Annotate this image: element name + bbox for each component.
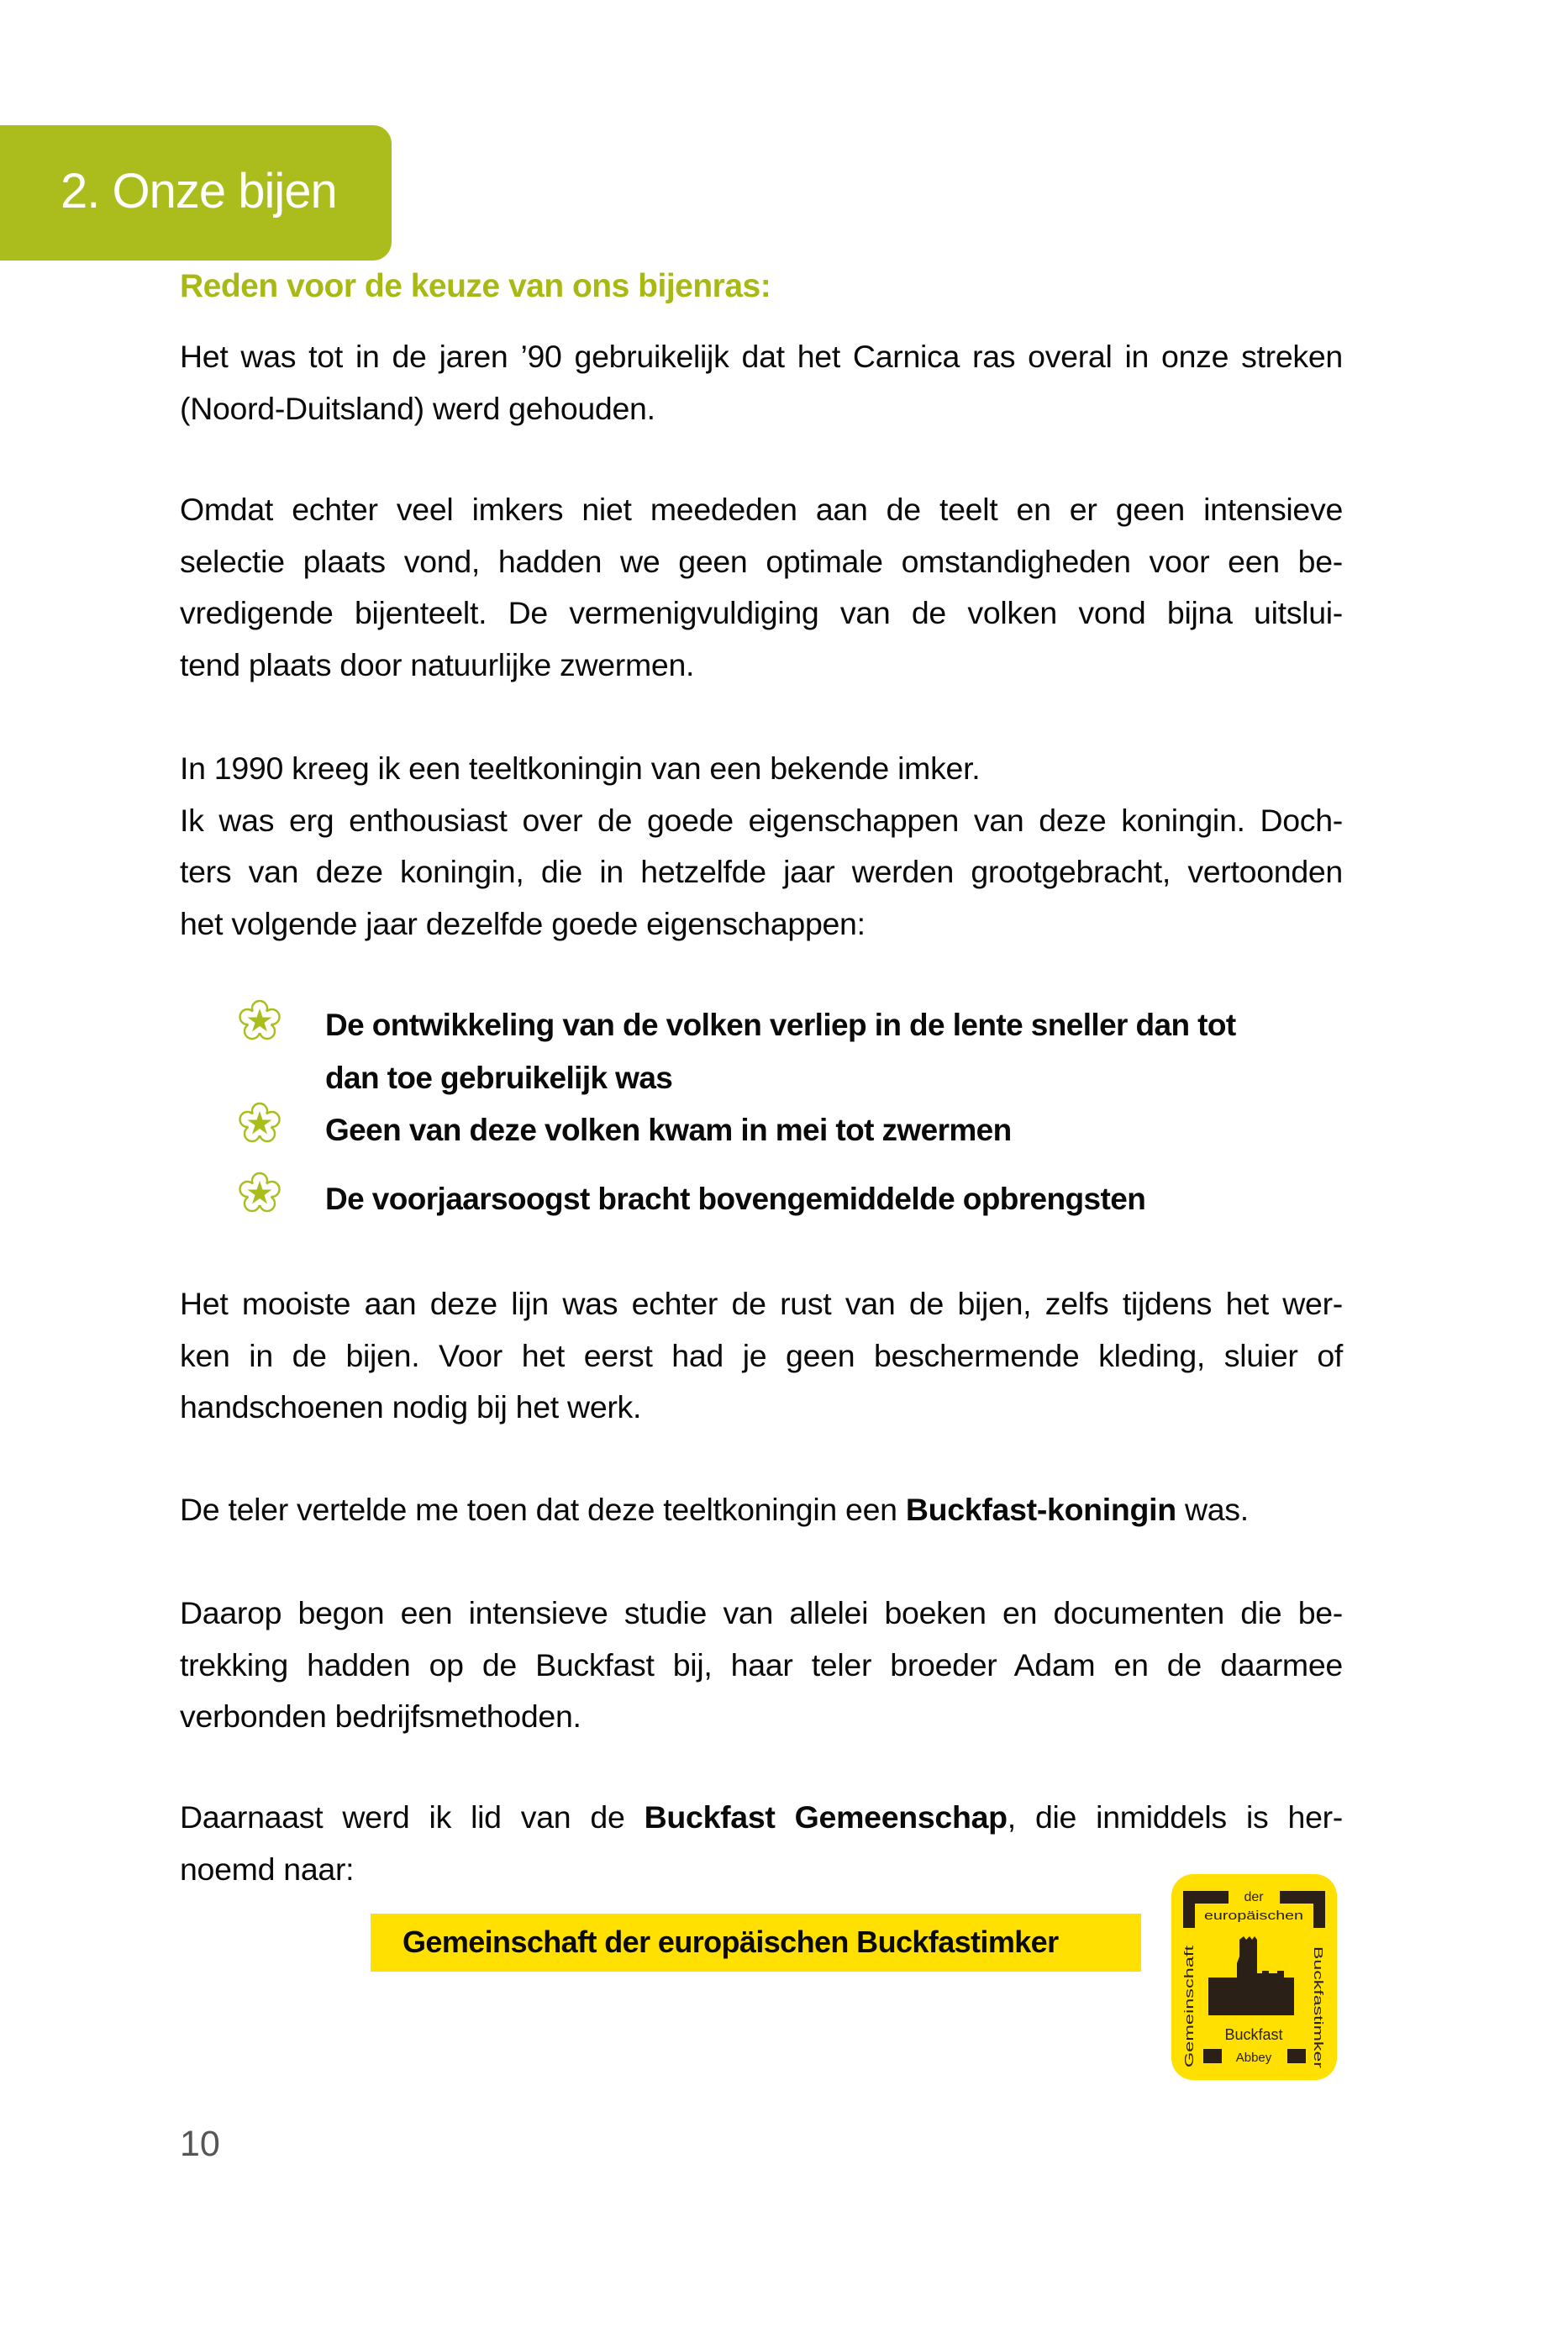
text-line: vredigende bijenteelt. De vermenigvuldiging van de volken vond bijna uitslui-: [180, 595, 1343, 630]
text-line: noemd naar:: [180, 1851, 355, 1887]
paragraph: [180, 1278, 1343, 1434]
page-number: 10: [180, 2124, 220, 2164]
paragraph: [180, 1588, 1343, 1743]
text-line: ken in de bijen. Voor het eerst had je geen beschermende kleding, sluier of: [180, 1337, 1343, 1373]
text-line: handschoenen nodig bij het werk.: [180, 1389, 642, 1425]
organization-banner: [371, 1914, 1141, 1972]
text-line: [180, 1484, 1343, 1536]
text-line: In 1990 kreeg ik een teeltkoningin van een bekende imker.: [180, 750, 981, 786]
bullet-text: De ontwikkeling van de volken verliep in de lente sneller dan tot: [325, 1008, 1236, 1042]
logo-text-right: Buckfastimker: [1311, 1946, 1325, 2026]
logo-text-bottom: Buckfast: [1224, 2026, 1283, 2043]
flower-star-icon: [238, 1172, 282, 1214]
text-line: het volgende jaar dezelfde goede eigenschappen:: [180, 905, 866, 941]
text-run: Daarnaast werd ik lid van de: [180, 1799, 645, 1835]
bullet-text: Geen van deze volken kwam in mei tot zwermen: [325, 1113, 1012, 1147]
bold-term: Buckfast-koningin: [905, 1492, 1176, 1527]
paragraph: [180, 484, 1343, 691]
text-line: Het was tot in de jaren ’90 gebruikelijk dat het Carnica ras overal in onze streken: [180, 339, 1343, 374]
chapter-title: 2. Onze bijen: [61, 164, 337, 219]
bold-term: Buckfast Gemeenschap: [644, 1799, 1008, 1835]
text-run: , die inmiddels is her-: [1007, 1799, 1343, 1835]
buckfast-logo: [1170, 1872, 1339, 2082]
bullet-text: De voorjaarsoogst bracht bovengemiddelde opbrengsten: [325, 1182, 1146, 1216]
paragraph: [180, 331, 1343, 434]
text-line: tend plaats door natuurlijke zwermen.: [180, 646, 695, 682]
logo-text-top: europäischen: [1204, 1909, 1303, 1923]
section-heading: Reden voor de keuze van ons bijenras:: [180, 268, 771, 304]
text-line: (Noord-Duitsland) werd gehouden.: [180, 390, 655, 426]
bullet-text: dan toe gebruikelijk was: [325, 1061, 673, 1095]
text-line: Het mooiste aan deze lijn was echter de rust van de bijen, zelfs tijdens het wer-: [180, 1286, 1343, 1321]
text-line: selectie plaats vond, hadden we geen optimale omstandigheden voor een be-: [180, 543, 1343, 579]
text-line: Daarop begon een intensieve studie van allelei boeken en documenten die be-: [180, 1595, 1343, 1630]
text-run: was.: [1176, 1492, 1249, 1527]
text-line: [180, 1792, 1343, 1844]
logo-text-top: der: [1244, 1890, 1264, 1904]
banner-text: Gemeinschaft der europäischen Buckfastimker: [403, 1925, 1059, 1959]
paragraph: [180, 1484, 1343, 1536]
text-line: ters van deze koningin, die in hetzelfde jaar werden grootgebracht, vertoonden: [180, 854, 1343, 889]
flower-star-icon: [238, 1102, 282, 1144]
text-run: De teler vertelde me toen dat deze teeltkoningin een: [180, 1492, 906, 1527]
text-line: Ik was erg enthousiast over de goede eigenschappen van deze koningin. Doch-: [180, 802, 1343, 838]
text-line: verbonden bedrijfsmethoden.: [180, 1698, 581, 1734]
logo-text-left: Gemeinschaft: [1182, 1989, 1197, 2067]
logo-text-bottom: Abbey: [1235, 2051, 1272, 2065]
flower-star-icon: [238, 999, 282, 1041]
text-line: Omdat echter veel imkers niet meededen aan de teelt en er geen intensieve: [180, 492, 1343, 527]
paragraph: [180, 1792, 1343, 1895]
chapter-tab: [0, 125, 392, 261]
text-line: trekking hadden op de Buckfast bij, haar teler broeder Adam en de daarmee: [180, 1646, 1343, 1683]
paragraph: [180, 743, 1343, 950]
